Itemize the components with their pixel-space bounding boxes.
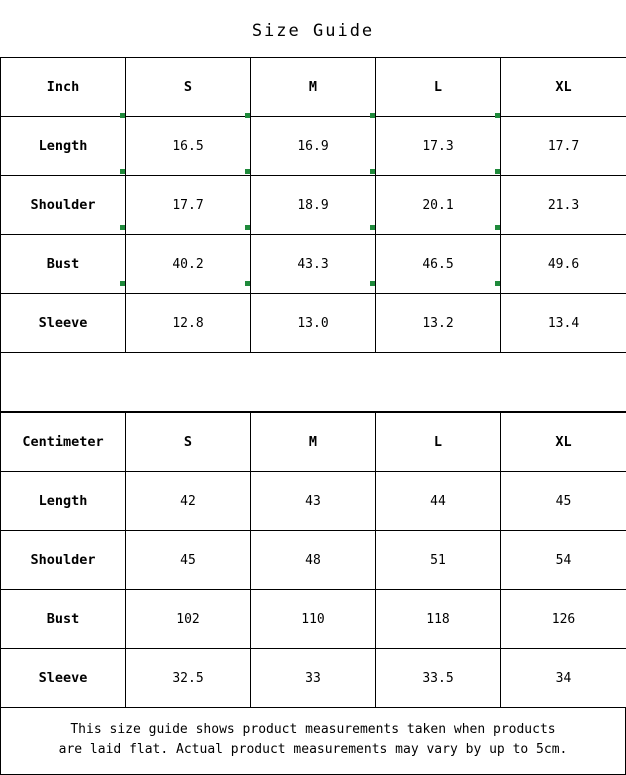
- centimeter-size-table: [0, 412, 626, 708]
- column-header-s: S: [126, 58, 251, 117]
- column-header-m: M: [251, 413, 376, 472]
- cell-bust-l: 46.5: [376, 235, 501, 294]
- cell-sleeve-m: 33: [251, 649, 376, 708]
- centimeter-table-wrapper: [0, 412, 626, 708]
- column-header-s: S: [126, 413, 251, 472]
- row-label-shoulder: Shoulder: [1, 531, 126, 590]
- cell-bust-s: 40.2: [126, 235, 251, 294]
- row-label-sleeve: Sleeve: [1, 649, 126, 708]
- column-header-m: M: [251, 58, 376, 117]
- table-row: [1, 649, 626, 708]
- table-row: [1, 294, 626, 353]
- cell-shoulder-m: 18.9: [251, 176, 376, 235]
- column-header-xl: XL: [501, 413, 626, 472]
- cell-length-l: 17.3: [376, 117, 501, 176]
- cell-length-xl: 45: [501, 472, 626, 531]
- page-title: Size Guide: [0, 0, 626, 57]
- row-label-sleeve: Sleeve: [1, 294, 126, 353]
- cell-shoulder-m: 48: [251, 531, 376, 590]
- cell-shoulder-l: 51: [376, 531, 501, 590]
- cell-length-s: 16.5: [126, 117, 251, 176]
- cell-bust-l: 118: [376, 590, 501, 649]
- row-label-length: Length: [1, 472, 126, 531]
- table-spacer-row: [1, 353, 626, 412]
- footer-line-2: are laid flat. Actual product measurements may vary by up to 5cm.: [19, 740, 607, 760]
- row-label-bust: Bust: [1, 590, 126, 649]
- cell-sleeve-l: 33.5: [376, 649, 501, 708]
- cell-bust-xl: 126: [501, 590, 626, 649]
- table-header-row: [1, 58, 626, 117]
- inch-size-table: [0, 57, 626, 412]
- table-header-row: [1, 413, 626, 472]
- cell-length-s: 42: [126, 472, 251, 531]
- cell-shoulder-s: 17.7: [126, 176, 251, 235]
- cell-shoulder-l: 20.1: [376, 176, 501, 235]
- column-header-l: L: [376, 413, 501, 472]
- inch-table-wrapper: [0, 57, 626, 412]
- table-row: [1, 176, 626, 235]
- spacer-cell: [1, 353, 626, 412]
- table-row: [1, 590, 626, 649]
- cell-length-l: 44: [376, 472, 501, 531]
- table-row: [1, 117, 626, 176]
- cell-sleeve-s: 12.8: [126, 294, 251, 353]
- cell-shoulder-xl: 21.3: [501, 176, 626, 235]
- cell-shoulder-xl: 54: [501, 531, 626, 590]
- column-header-xl: XL: [501, 58, 626, 117]
- cell-sleeve-l: 13.2: [376, 294, 501, 353]
- cell-sleeve-xl: 34: [501, 649, 626, 708]
- cell-sleeve-xl: 13.4: [501, 294, 626, 353]
- unit-label-centimeter: Centimeter: [1, 413, 126, 472]
- footer-note: [0, 708, 626, 775]
- row-label-shoulder: Shoulder: [1, 176, 126, 235]
- cell-length-m: 16.9: [251, 117, 376, 176]
- cell-bust-s: 102: [126, 590, 251, 649]
- cell-sleeve-m: 13.0: [251, 294, 376, 353]
- cell-bust-m: 110: [251, 590, 376, 649]
- table-row: [1, 235, 626, 294]
- cell-sleeve-s: 32.5: [126, 649, 251, 708]
- row-label-bust: Bust: [1, 235, 126, 294]
- cell-shoulder-s: 45: [126, 531, 251, 590]
- cell-length-m: 43: [251, 472, 376, 531]
- column-header-l: L: [376, 58, 501, 117]
- footer-line-1: This size guide shows product measurements taken when products: [19, 720, 607, 740]
- row-label-length: Length: [1, 117, 126, 176]
- unit-label-inch: Inch: [1, 58, 126, 117]
- table-row: [1, 531, 626, 590]
- cell-bust-m: 43.3: [251, 235, 376, 294]
- cell-bust-xl: 49.6: [501, 235, 626, 294]
- cell-length-xl: 17.7: [501, 117, 626, 176]
- table-row: [1, 472, 626, 531]
